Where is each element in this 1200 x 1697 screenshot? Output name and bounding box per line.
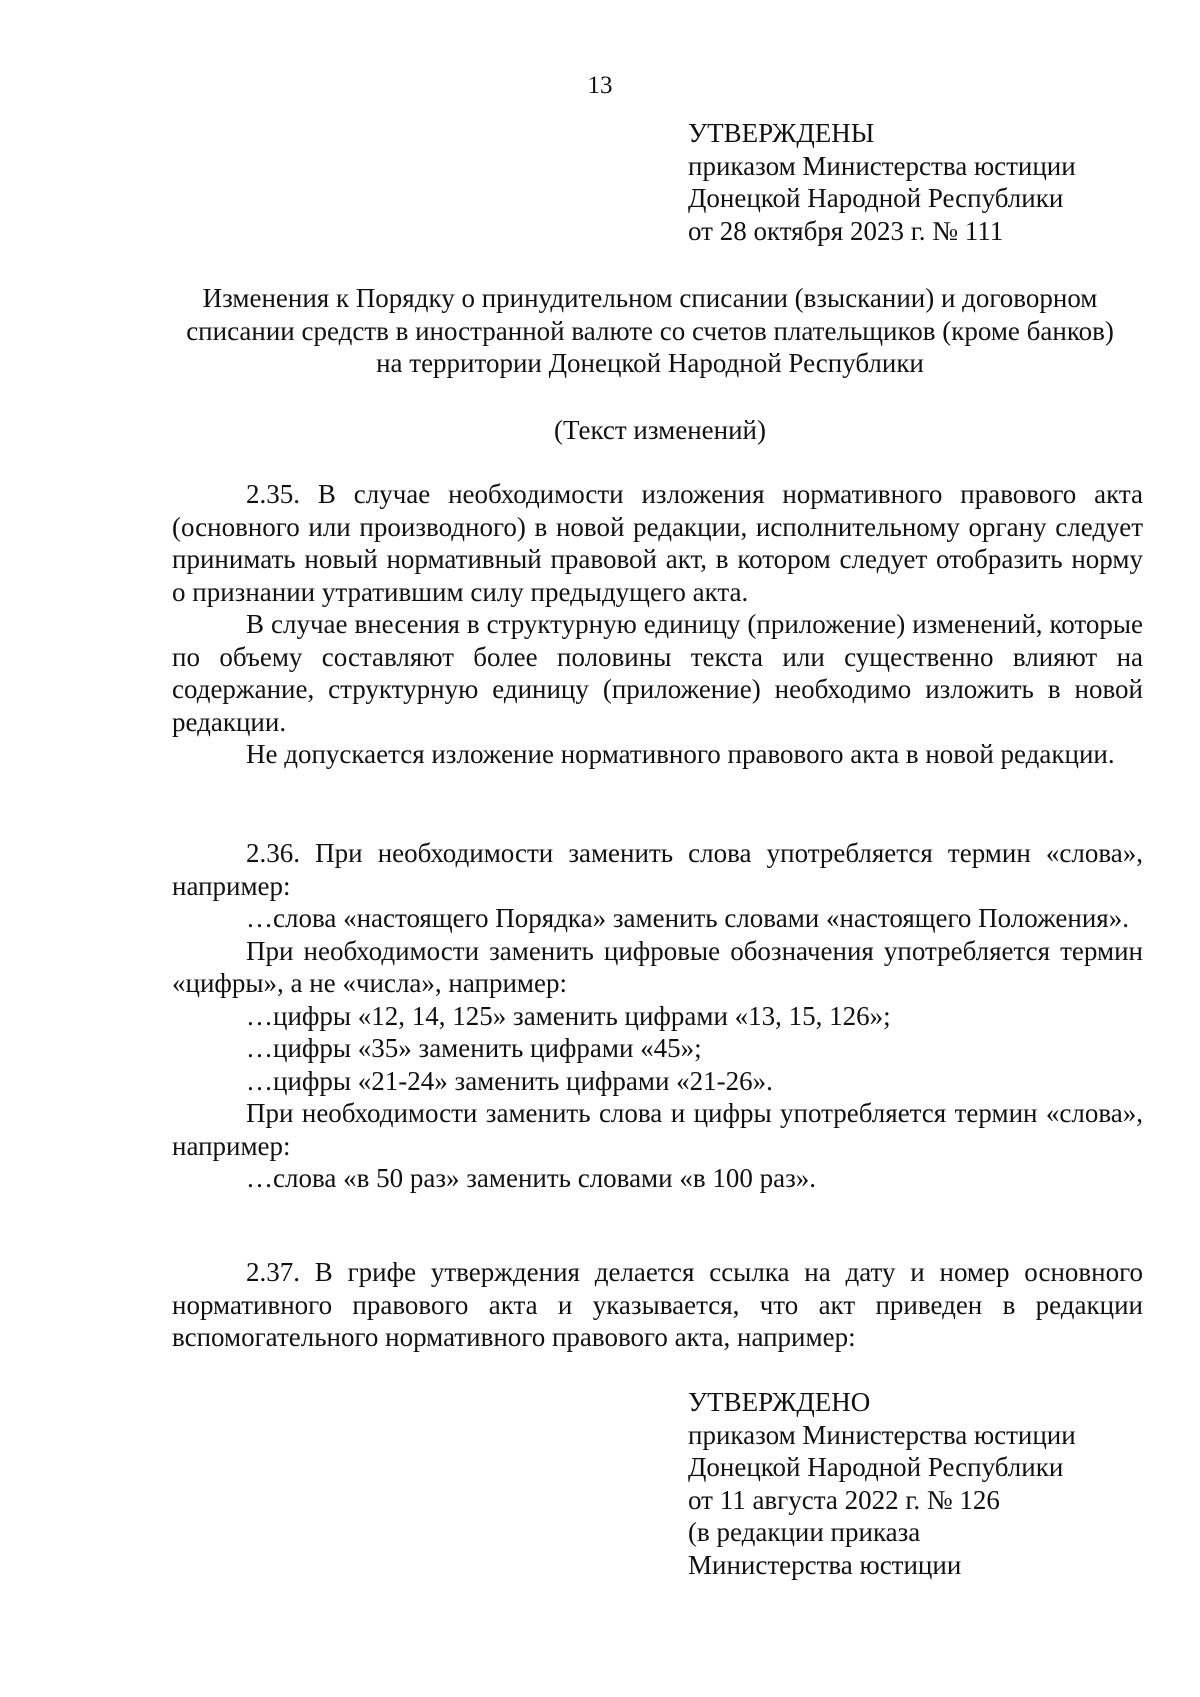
paragraph: Не допускается изложение нормативного правового акта в новой редакции. <box>246 739 1115 769</box>
paragraph: В случае внесения в структурную единицу (приложение) изменений, которые по объему составляют более половины текста или существенно влияют на содержание, структурную единицу (приложение) необходимо изложить в новой редакции. <box>172 609 1143 737</box>
approval-line: от 28 октября 2023 г. № 111 <box>688 215 1004 246</box>
paragraph: 2.37. В грифе утверждения делается ссылка на дату и номер основного нормативного правового акта и указывается, что акт приведен в редакции вспомогательного нормативного правового акта, например: <box>172 1257 1143 1352</box>
section-2-37 <box>172 1256 1143 1354</box>
document-subtitle: (Текст изменений) <box>554 415 766 445</box>
approval-line: Донецкой Народной Республики <box>688 183 1064 213</box>
example-line: …цифры «12, 14, 125» заменить цифрами «13, 15, 126»; <box>246 1000 891 1031</box>
approval-line: (в редакции приказа <box>688 1517 921 1547</box>
example-line: …слова «в 50 раз» заменить словами «в 100 раз». <box>246 1163 816 1193</box>
example-line: …цифры «21-24» заменить цифрами «21-26». <box>246 1065 773 1096</box>
approval-heading: УТВЕРЖДЕНЫ <box>688 118 875 148</box>
paragraph: 2.36. При необходимости заменить слова употребляется термин «слова», например: <box>172 838 1143 901</box>
paragraph: 2.35. В случае необходимости изложения нормативного правового акта (основного или производного) в новой редакции, исполнительному органу следует принимать новый нормативный правовой акт, в котором следует отобразить норму о признании утратившим силу предыдущего акта. <box>172 479 1143 607</box>
document-title: Изменения к Порядку о принудительном списании (взыскании) и договорном списании средств в иностранной валюте со счетов плательщиков (кроме банков) на территории Донецкой Народной Республики <box>186 283 1114 378</box>
approval-line: приказом Министерства юстиции <box>688 1419 1076 1450</box>
paragraph: При необходимости заменить цифровые обозначения употребляется термин «цифры», а не «числа», например: <box>172 935 1143 998</box>
example-line: …слова «настоящего Порядка» заменить словами «настоящего Положения». <box>246 903 1129 933</box>
approval-line: от 11 августа 2022 г. № 126 <box>688 1484 1000 1515</box>
page-number: 13 <box>587 72 613 99</box>
approval-stamp <box>688 117 1168 247</box>
approval-example-stamp <box>688 1386 1168 1581</box>
example-line: …цифры «35» заменить цифрами «45»; <box>246 1033 702 1063</box>
section-2-35 <box>172 478 1143 771</box>
section-2-36 <box>172 837 1143 1195</box>
approval-line: Министерства юстиции <box>688 1549 962 1580</box>
paragraph: При необходимости заменить слова и цифры употребляется термин «слова», например: <box>172 1098 1143 1161</box>
approval-heading: УТВЕРЖДЕНО <box>688 1387 871 1417</box>
approval-line: приказом Министерства юстиции <box>688 150 1076 181</box>
approval-line: Донецкой Народной Республики <box>688 1452 1064 1482</box>
